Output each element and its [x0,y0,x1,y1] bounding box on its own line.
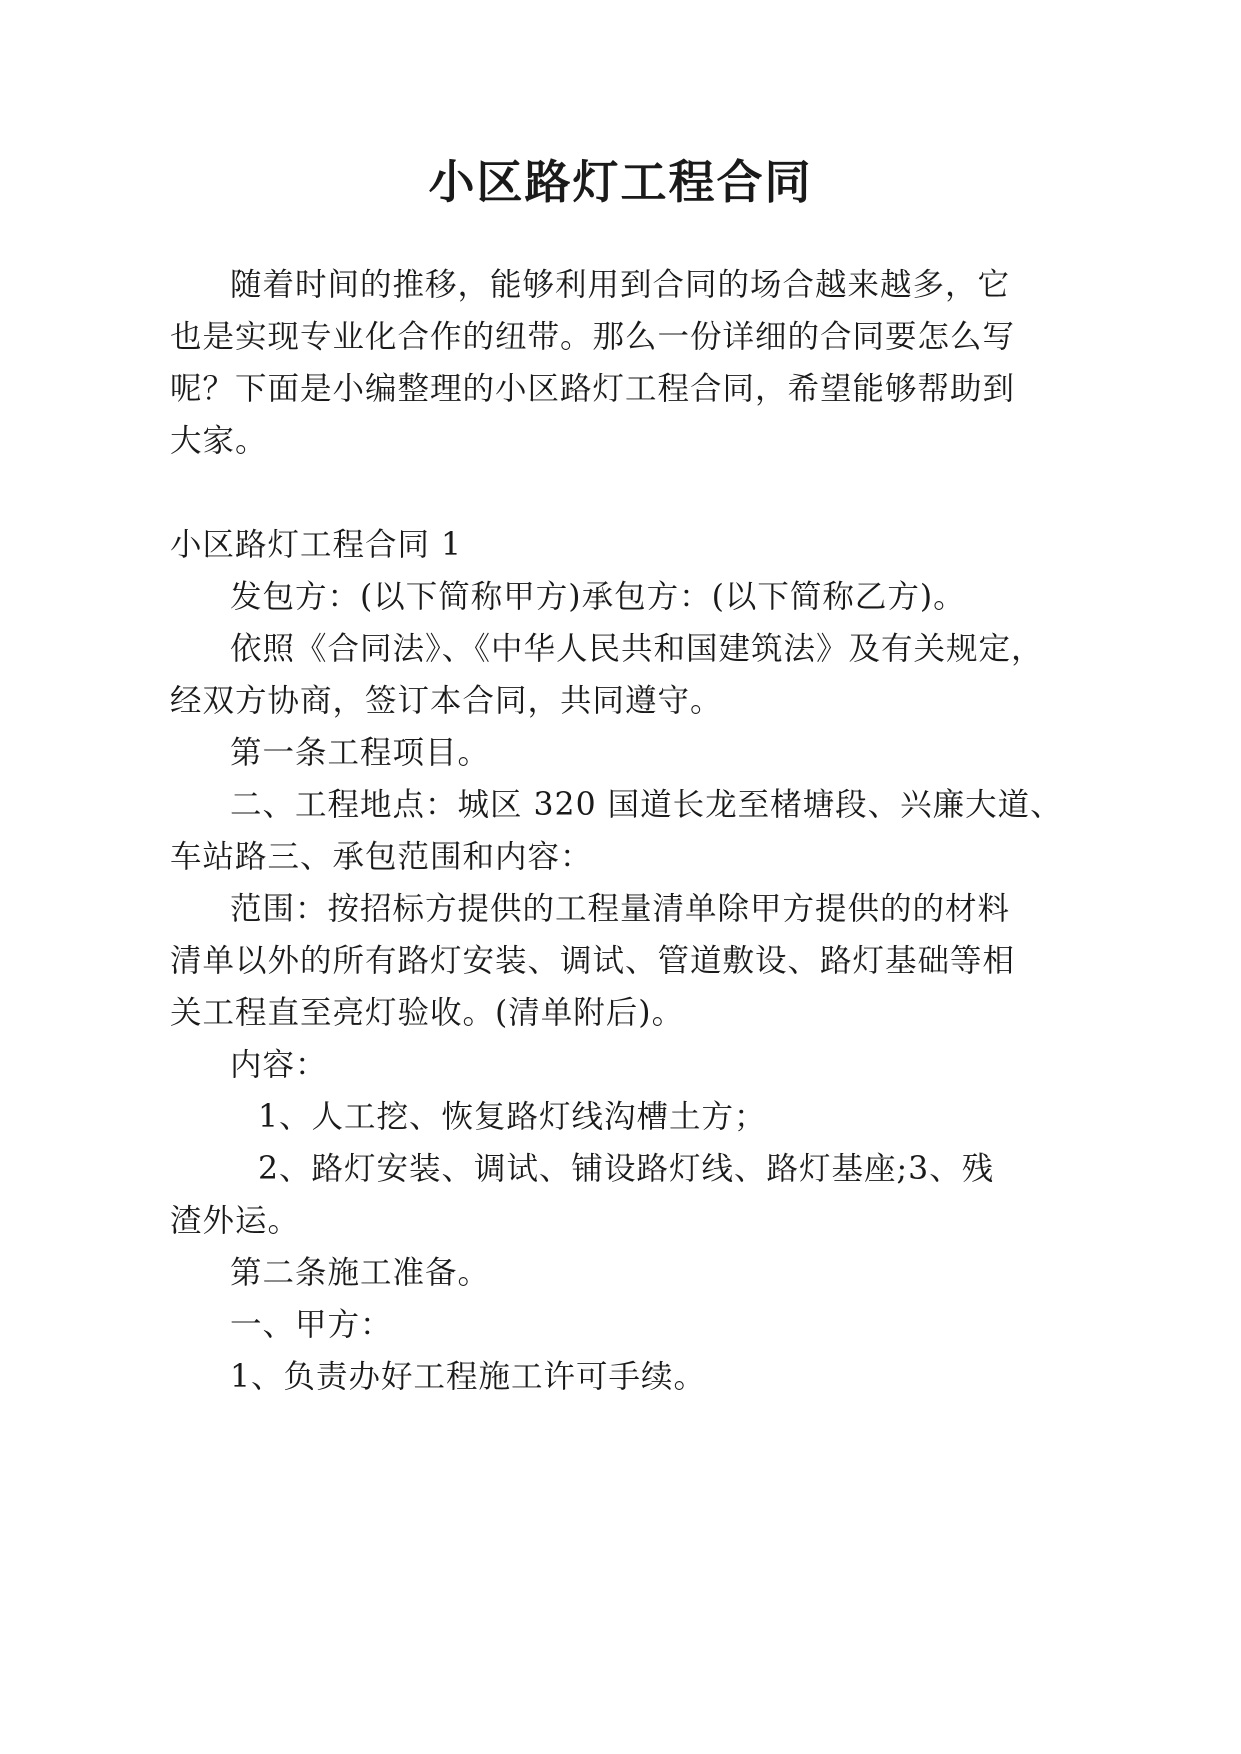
article-1-heading: 第一条工程项目。 [230,735,491,771]
body-line-2: 依照《合同法》、《中华人民共和国建筑法》及有关规定， [230,631,1044,667]
content-item-2: 2、路灯安装、调试、铺设路灯线、路灯基座;3、残 [258,1151,995,1187]
section-heading: 小区路灯工程合同 1 [170,527,463,563]
body-line-1: 发包方：(以下简称甲方)承包方：(以下简称乙方)。 [230,579,966,615]
body-line-9: 关工程直至亮灯验收。(清单附后)。 [170,995,685,1031]
content-heading: 内容： [230,1047,328,1083]
article-2-heading: 第二条施工准备。 [230,1255,491,1291]
intro-line-2: 也是实现专业化合作的纽带。那么一份详细的合同要怎么写 [170,319,1016,355]
body-line-5: 二、工程地点：城区 320 国道长龙至楮塘段、兴廉大道、 [230,787,1063,823]
body-line-8: 清单以外的所有路灯安装、调试、管道敷设、路灯基础等相 [170,943,1016,979]
body-line-3: 经双方协商，签订本合同，共同遵守。 [170,683,723,719]
intro-line-3: 呢？下面是小编整理的小区路灯工程合同，希望能够帮助到 [170,371,1016,407]
intro-line-1: 随着时间的推移，能够利用到合同的场合越来越多，它 [230,267,1011,303]
body-line-6: 车站路三、承包范围和内容： [170,839,593,875]
content-item-1: 1、人工挖、恢复路灯线沟槽土方； [258,1099,767,1135]
party-a-item-1: 1、负责办好工程施工许可手续。 [230,1359,707,1395]
party-a-heading: 一、甲方： [230,1307,393,1343]
document-title: 小区路灯工程合同 [428,155,813,209]
content-item-2-cont: 渣外运。 [170,1203,301,1239]
body-line-7: 范围：按招标方提供的工程量清单除甲方提供的的材料 [230,891,1011,927]
intro-line-4: 大家。 [170,423,268,459]
